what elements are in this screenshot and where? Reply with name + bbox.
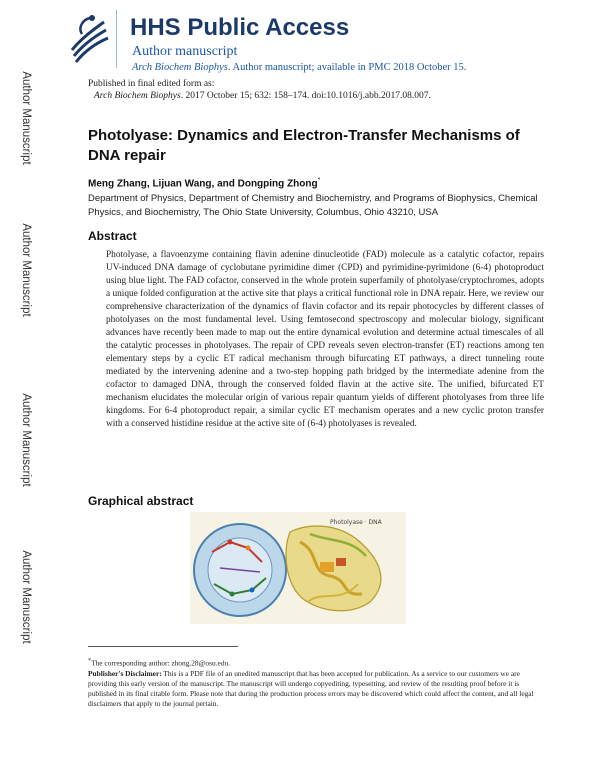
- affiliation: Department of Physics, Department of Chemistry and Biochemistry, and Programs of Biophysics, Chemical Physics, and Biochemistry, The Ohio State University, Columbus, Ohio 43210, USA: [88, 193, 538, 218]
- author-manuscript-sidebar: [0, 0, 52, 776]
- graphical-abstract-heading: Graphical abstract: [88, 494, 194, 508]
- author-names: Meng Zhang, Lijuan Wang, and Dongping Zhong: [88, 178, 318, 190]
- corresponding-mark: *: [317, 177, 321, 184]
- abstract-heading: Abstract: [88, 229, 137, 243]
- sidebar-label: Author Manuscript: [20, 550, 32, 644]
- graphical-abstract-figure: [190, 512, 406, 624]
- footnote-mark: *: [88, 658, 92, 664]
- journal-name: Arch Biochem Biophys: [132, 62, 228, 73]
- article-title: Photolyase: Dynamics and Electron-Transfer Mechanisms of DNA repair: [88, 127, 520, 164]
- footnote-rule: [88, 646, 238, 647]
- corresponding-author-note: [88, 656, 544, 668]
- author-list: [88, 177, 320, 189]
- disclaimer-text: This is a PDF file of an unedited manuscript that has been accepted for publication. As a service to our customers we are providing this early version of the manuscript. The manuscript will undergo copyediting, typesetting, and review of the resulting proof before it is published in its final citable form. Please note that during the production process errors may be discovered which could affect the content, and all legal disclaimers that apply to the journal pertain.: [88, 669, 534, 708]
- sidebar-label: Author Manuscript: [20, 393, 32, 487]
- publication-info: [88, 78, 431, 102]
- hhs-eagle-logo-icon: [62, 10, 117, 68]
- abstract-text: Photolyase, a flavoenzyme containing flavin adenine dinucleotide (FAD) molecule as a catalytic cofactor, repairs UV-induced DNA damage of cyclobutane pyrimidine dimer (CPD) and pyrimidine-pyrimidone (6-4) photoproduct using blue light. The FAD cofactor, conserved in the whole protein superfamily of photolyase/cryptochromes, adopts a unique folded configuration at the active site that plays a critical functional role in DNA repair. Here, we review our comprehensive characterization of the dynamics of flavin cofactor and its repair photocycles by different classes of photolyases on the most fundamental level. Using femtosecond spectroscopy and molecular biology, significant advances have recently been made to map out the entire dynamical evolution and determine actual timescales of all the catalytic processes in photolyases. The repair of CPD reveals seven electron-transfer (ET) reactions among ten elementary steps by a cyclic ET radical mechanism through bifurcating ET pathways, a direct tunneling route mediated by the intervening adenine and a two-step hopping path bridged by the intermediate adenine from the cofactor to damaged DNA, through the conserved folded flavin at the active site. The unified, bifurcated ET mechanism elucidates the molecular origin of various repair quantum yields of different photolyases from three life kingdoms. For 6-4 photoproduct repair, a similar cyclic ET mechanism operates and a new cyclic proton transfer with a conserved histidine residue at the active site of (6-4) photolyases is revealed.: [106, 250, 544, 429]
- author-manuscript-label: Author manuscript: [132, 44, 238, 59]
- hhs-header: [60, 6, 580, 72]
- graphical-abstract-image: [190, 512, 406, 624]
- hhs-public-access-title: HHS Public Access: [130, 14, 350, 41]
- citation-details: . 2017 October 15; 632: 158–174. doi:10.1016/j.abb.2017.08.007.: [180, 91, 431, 101]
- sidebar-label: Author Manuscript: [20, 71, 32, 165]
- journal-availability: [132, 62, 466, 73]
- disclaimer-label: Publisher's Disclaimer:: [88, 669, 162, 678]
- publisher-disclaimer: [88, 669, 544, 709]
- citation: [88, 90, 431, 102]
- svg-text:Photolyase · DNA: Photolyase · DNA: [330, 519, 382, 526]
- corresponding-email: The corresponding author: zhong.28@osu.edu.: [91, 658, 231, 668]
- citation-journal: Arch Biochem Biophys: [94, 91, 181, 101]
- published-label: Published in final edited form as:: [88, 79, 215, 89]
- availability-text: . Author manuscript; available in PMC 2018 October 15.: [227, 62, 467, 73]
- sidebar-label: Author Manuscript: [20, 223, 32, 317]
